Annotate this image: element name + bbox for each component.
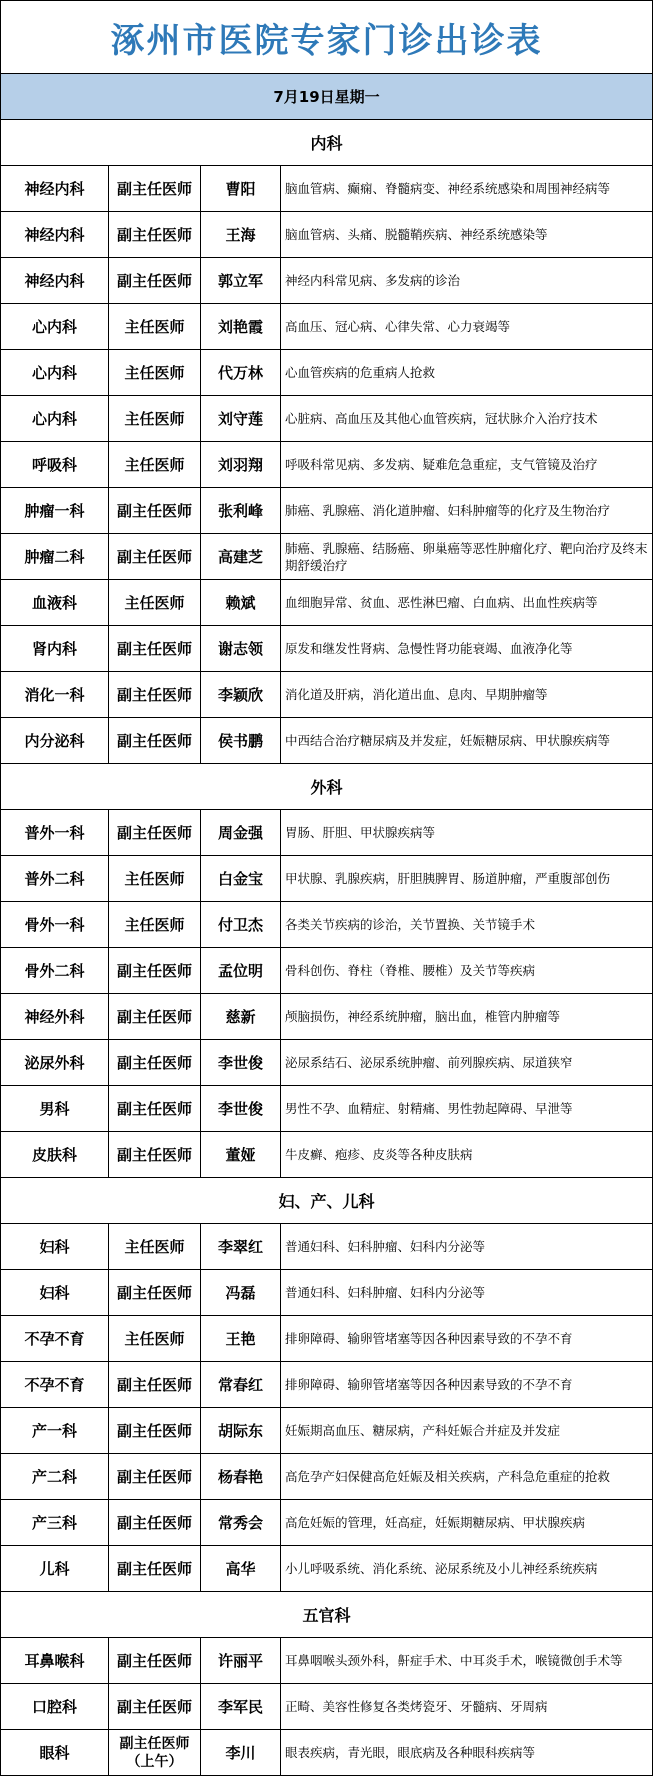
department-cell: 肿瘤二科 — [1, 534, 109, 579]
doctor-title-cell: 主任医师 — [109, 442, 201, 487]
doctor-name-cell: 刘守莲 — [201, 396, 281, 441]
doctor-name-cell: 曹阳 — [201, 166, 281, 211]
table-row — [1, 1454, 652, 1500]
table-row — [1, 212, 652, 258]
doctor-name-cell: 李军民 — [201, 1684, 281, 1729]
table-row — [1, 1270, 652, 1316]
doctor-title-cell: 副主任医师 — [109, 1270, 201, 1315]
department-cell: 产三科 — [1, 1500, 109, 1545]
table-row — [1, 1316, 652, 1362]
doctor-name-cell: 常秀会 — [201, 1500, 281, 1545]
doctor-name-cell: 李世俊 — [201, 1040, 281, 1085]
department-cell: 普外一科 — [1, 810, 109, 855]
table-row — [1, 1500, 652, 1546]
doctor-name-cell: 高华 — [201, 1546, 281, 1591]
specialty-cell: 肺癌、乳腺癌、结肠癌、卵巢癌等恶性肿瘤化疗、靶向治疗及终末期舒缓治疗 — [285, 540, 648, 573]
department-cell: 骨外二科 — [1, 948, 109, 993]
doctor-name-cell: 付卫杰 — [201, 902, 281, 947]
table-row — [1, 1638, 652, 1684]
doctor-title-cell: 副主任医师 — [109, 1086, 201, 1131]
doctor-title-cell: 副主任医师 — [109, 212, 201, 257]
doctor-name-cell: 刘羽翔 — [201, 442, 281, 487]
doctor-name-cell: 赖斌 — [201, 580, 281, 625]
specialty-cell: 高危妊娠的管理，妊高症，妊娠期糖尿病、甲状腺疾病 — [285, 1515, 586, 1530]
doctor-name-cell: 谢志领 — [201, 626, 281, 671]
doctor-name-cell: 孟位明 — [201, 948, 281, 993]
table-row — [1, 902, 652, 948]
department-cell: 肾内科 — [1, 626, 109, 671]
doctor-title-cell: 副主任医师 — [109, 166, 201, 211]
doctor-title-cell: 副主任医师 — [109, 1408, 201, 1453]
table-row — [1, 166, 652, 212]
specialty-cell: 脑血管病、癫痫、脊髓病变、神经系统感染和周围神经病等 — [285, 181, 611, 196]
table-row — [1, 442, 652, 488]
department-cell: 妇科 — [1, 1224, 109, 1269]
doctor-name-cell: 董娅 — [201, 1132, 281, 1177]
department-cell: 妇科 — [1, 1270, 109, 1315]
table-row — [1, 718, 652, 764]
doctor-title-cell: 副主任医师 — [109, 626, 201, 671]
doctor-name-cell: 张利峰 — [201, 488, 281, 533]
specialty-cell: 甲状腺、乳腺疾病，肝胆胰脾胃、肠道肿瘤，严重腹部创伤 — [285, 871, 611, 886]
doctor-title-cell: 副主任医师 — [109, 672, 201, 717]
doctor-title-cell: 副主任医师 — [109, 1040, 201, 1085]
table-row — [1, 580, 652, 626]
doctor-name-cell: 胡际东 — [201, 1408, 281, 1453]
department-cell: 心内科 — [1, 396, 109, 441]
section-header: 五官科 — [1, 1592, 652, 1638]
table-row — [1, 304, 652, 350]
specialty-cell: 各类关节疾病的诊治，关节置换、关节镜手术 — [285, 917, 536, 932]
specialty-cell: 消化道及肝病，消化道出血、息肉、早期肿瘤等 — [285, 687, 548, 702]
department-cell: 心内科 — [1, 350, 109, 395]
doctor-title-cell: 副主任医师（上午） — [109, 1730, 201, 1775]
table-row — [1, 994, 652, 1040]
department-cell: 内分泌科 — [1, 718, 109, 763]
department-cell: 产一科 — [1, 1408, 109, 1453]
department-cell: 产二科 — [1, 1454, 109, 1499]
department-cell: 不孕不育 — [1, 1316, 109, 1361]
table-row — [1, 1546, 652, 1592]
department-cell: 神经外科 — [1, 994, 109, 1039]
doctor-title-cell: 副主任医师 — [109, 718, 201, 763]
table-row — [1, 1224, 652, 1270]
table-row — [1, 488, 652, 534]
doctor-title-cell: 主任医师 — [109, 350, 201, 395]
doctor-title-cell: 副主任医师 — [109, 948, 201, 993]
department-cell: 血液科 — [1, 580, 109, 625]
specialty-cell: 妊娠期高血压、糖尿病，产科妊娠合并症及并发症 — [285, 1423, 561, 1438]
specialty-cell: 眼表疾病，青光眼，眼底病及各种眼科疾病等 — [285, 1745, 536, 1760]
table-row — [1, 1132, 652, 1178]
doctor-title-cell: 副主任医师 — [109, 1500, 201, 1545]
doctor-title-cell: 主任医师 — [109, 304, 201, 349]
doctor-name-cell: 李川 — [201, 1730, 281, 1775]
table-row — [1, 1408, 652, 1454]
doctor-name-cell: 侯书鹏 — [201, 718, 281, 763]
doctor-title-cell: 副主任医师 — [109, 1638, 201, 1683]
specialty-cell: 颅脑损伤，神经系统肿瘤，脑出血，椎管内肿瘤等 — [285, 1009, 561, 1024]
table-row — [1, 258, 652, 304]
department-cell: 皮肤科 — [1, 1132, 109, 1177]
doctor-name-cell: 李颖欣 — [201, 672, 281, 717]
doctor-name-cell: 李世俊 — [201, 1086, 281, 1131]
doctor-title-cell: 主任医师 — [109, 856, 201, 901]
doctor-title-cell: 副主任医师 — [109, 258, 201, 303]
department-cell: 消化一科 — [1, 672, 109, 717]
doctor-title-cell: 副主任医师 — [109, 994, 201, 1039]
doctor-name-cell: 代万林 — [201, 350, 281, 395]
specialty-cell: 泌尿系结石、泌尿系统肿瘤、前列腺疾病、尿道狭窄 — [285, 1055, 573, 1070]
table-row — [1, 672, 652, 718]
doctor-name-cell: 冯磊 — [201, 1270, 281, 1315]
page-title: 涿州市医院专家门诊出诊表 — [1, 0, 652, 74]
doctor-name-cell: 许丽平 — [201, 1638, 281, 1683]
doctor-name-cell: 刘艳霞 — [201, 304, 281, 349]
department-cell: 儿科 — [1, 1546, 109, 1591]
specialty-cell: 排卵障碍、输卵管堵塞等因各种因素导致的不孕不育 — [285, 1331, 573, 1346]
section-header: 妇、产、儿科 — [1, 1178, 652, 1224]
specialty-cell: 高危孕产妇保健高危妊娠及相关疾病，产科急危重症的抢救 — [285, 1469, 611, 1484]
specialty-cell: 原发和继发性肾病、急慢性肾功能衰竭、血液净化等 — [285, 641, 573, 656]
doctor-name-cell: 慈新 — [201, 994, 281, 1039]
table-row — [1, 1362, 652, 1408]
section-header: 内科 — [1, 120, 652, 166]
department-cell: 眼科 — [1, 1730, 109, 1775]
table-row — [1, 396, 652, 442]
specialty-cell: 小儿呼吸系统、消化系统、泌尿系统及小儿神经系统疾病 — [285, 1561, 598, 1576]
specialty-cell: 正畸、美容性修复各类烤瓷牙、牙髓病、牙周病 — [285, 1699, 548, 1714]
doctor-name-cell: 王艳 — [201, 1316, 281, 1361]
table-row — [1, 1086, 652, 1132]
specialty-cell: 胃肠、肝胆、甲状腺疾病等 — [285, 825, 436, 840]
specialty-cell: 脑血管病、头痛、脱髓鞘疾病、神经系统感染等 — [285, 227, 548, 242]
table-row — [1, 1684, 652, 1730]
doctor-name-cell: 高建芝 — [201, 534, 281, 579]
table-row — [1, 1040, 652, 1086]
specialty-cell: 心脏病、高血压及其他心血管疾病，冠状脉介入治疗技术 — [285, 411, 598, 426]
department-cell: 男科 — [1, 1086, 109, 1131]
specialty-cell: 呼吸科常见病、多发病、疑难危急重症，支气管镜及治疗 — [285, 457, 598, 472]
department-cell: 呼吸科 — [1, 442, 109, 487]
specialty-cell: 肺癌、乳腺癌、消化道肿瘤、妇科肿瘤等的化疗及生物治疗 — [285, 503, 611, 518]
doctor-title-cell: 主任医师 — [109, 580, 201, 625]
specialty-cell: 骨科创伤、脊柱（脊椎、腰椎）及关节等疾病 — [285, 963, 536, 978]
doctor-title-cell: 主任医师 — [109, 1316, 201, 1361]
doctor-title-cell: 副主任医师 — [109, 1684, 201, 1729]
doctor-title-cell: 副主任医师 — [109, 1132, 201, 1177]
department-cell: 口腔科 — [1, 1684, 109, 1729]
doctor-name-cell: 常春红 — [201, 1362, 281, 1407]
department-cell: 泌尿外科 — [1, 1040, 109, 1085]
table-row — [1, 856, 652, 902]
doctor-name-cell: 白金宝 — [201, 856, 281, 901]
table-row — [1, 626, 652, 672]
table-row — [1, 948, 652, 994]
doctor-title-cell: 主任医师 — [109, 902, 201, 947]
specialty-cell: 高血压、冠心病、心律失常、心力衰竭等 — [285, 319, 511, 334]
specialty-cell: 牛皮癣、疱疹、皮炎等各种皮肤病 — [285, 1147, 473, 1162]
specialty-cell: 心血管疾病的危重病人抢救 — [285, 365, 436, 380]
table-row — [1, 534, 652, 580]
specialty-cell: 普通妇科、妇科肿瘤、妇科内分泌等 — [285, 1285, 486, 1300]
department-cell: 普外二科 — [1, 856, 109, 901]
specialty-cell: 男性不孕、血精症、射精痛、男性勃起障碍、早泄等 — [285, 1101, 573, 1116]
specialty-cell: 中西结合治疗糖尿病及并发症，妊娠糖尿病、甲状腺疾病等 — [285, 733, 611, 748]
table-row — [1, 810, 652, 856]
table-row — [1, 350, 652, 396]
section-header: 外科 — [1, 764, 652, 810]
doctor-title-cell: 主任医师 — [109, 396, 201, 441]
doctor-title-cell: 副主任医师 — [109, 1546, 201, 1591]
department-cell: 不孕不育 — [1, 1362, 109, 1407]
doctor-title-cell: 副主任医师 — [109, 810, 201, 855]
department-cell: 骨外一科 — [1, 902, 109, 947]
doctor-name-cell: 王海 — [201, 212, 281, 257]
doctor-title-cell: 副主任医师 — [109, 1454, 201, 1499]
doctor-name-cell: 周金强 — [201, 810, 281, 855]
doctor-name-cell: 郭立军 — [201, 258, 281, 303]
doctor-title-cell: 副主任医师 — [109, 488, 201, 533]
specialty-cell: 普通妇科、妇科肿瘤、妇科内分泌等 — [285, 1239, 486, 1254]
department-cell: 神经内科 — [1, 212, 109, 257]
specialty-cell: 耳鼻咽喉头颈外科，鼾症手术、中耳炎手术，喉镜微创手术等 — [285, 1653, 623, 1668]
department-cell: 肿瘤一科 — [1, 488, 109, 533]
doctor-name-cell: 杨春艳 — [201, 1454, 281, 1499]
specialty-cell: 排卵障碍、输卵管堵塞等因各种因素导致的不孕不育 — [285, 1377, 573, 1392]
date-banner: 7月19日星期一 — [1, 74, 652, 120]
schedule-table — [1, 120, 652, 1776]
doctor-title-cell: 副主任医师 — [109, 534, 201, 579]
specialty-cell: 神经内科常见病、多发病的诊治 — [285, 273, 461, 288]
specialty-cell: 血细胞异常、贫血、恶性淋巴瘤、白血病、出血性疾病等 — [285, 595, 598, 610]
department-cell: 神经内科 — [1, 166, 109, 211]
table-row — [1, 1730, 652, 1776]
doctor-title-cell: 副主任医师 — [109, 1362, 201, 1407]
doctor-name-cell: 李翠红 — [201, 1224, 281, 1269]
department-cell: 耳鼻喉科 — [1, 1638, 109, 1683]
doctor-title-cell: 主任医师 — [109, 1224, 201, 1269]
department-cell: 心内科 — [1, 304, 109, 349]
department-cell: 神经内科 — [1, 258, 109, 303]
